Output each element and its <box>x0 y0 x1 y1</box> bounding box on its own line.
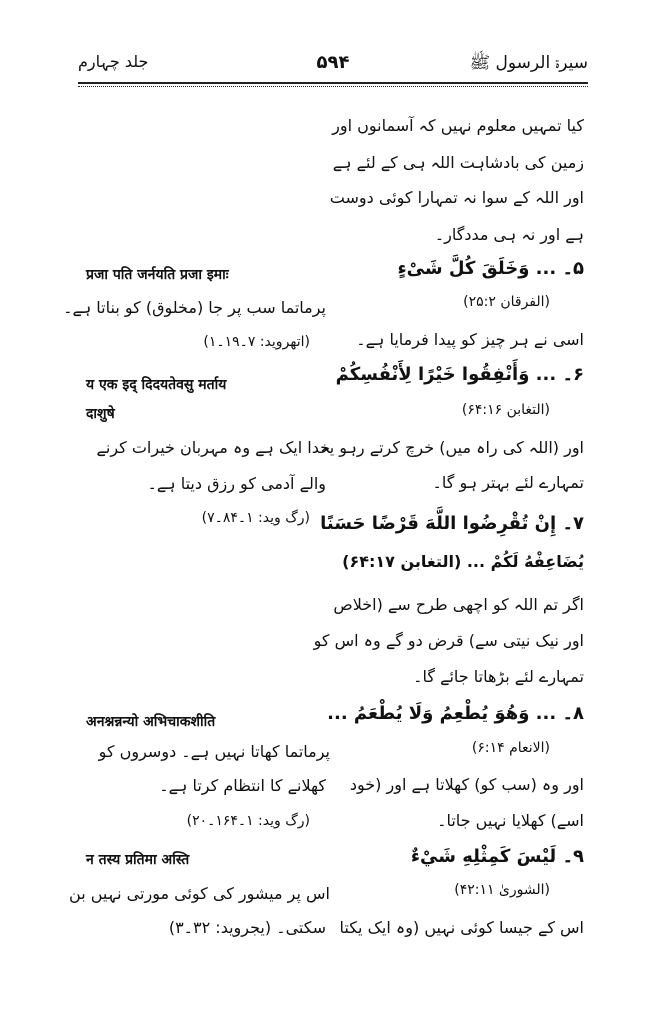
book-title: سیرۃ الرسول ﷺ <box>469 53 588 73</box>
verse-arabic: يُضَاعِفْهُ لَكُمْ ... (التغابن ۶۴:۱۷) <box>342 552 584 571</box>
text-line: اس کے جیسا کوئی نہیں (وہ ایک یکتا <box>339 918 584 937</box>
verse-reference: (رگ وید: ۱۔۸۴۔۷) <box>201 510 310 526</box>
sanskrit-verse: अनश्नन्नन्यो अभिचाकशीति <box>86 714 216 730</box>
sanskrit-verse: य एक इद् दिदयतेवसु मर्ताय <box>86 377 227 393</box>
text-line: اور اللہ کے سوا نہ تمہارا کوئی دوست <box>329 188 584 207</box>
text-line: خدا ایک ہے وہ مہربان خیرات کرنے <box>96 438 330 457</box>
verse-arabic: ۹۔ لَيْسَ كَمِثْلِهِ شَيْءٌ <box>410 846 584 867</box>
verse-arabic: ۷۔ إِنْ تُقْرِضُوا اللَّهَ قَرْضًا حَسَنًا <box>320 513 584 534</box>
text-line: پرماتما کھاتا نہیں ہے۔ دوسروں کو <box>98 742 330 761</box>
text-line: تمہارے لئے بہتر ہو گا۔ <box>432 473 584 492</box>
verse-arabic: ۶۔ ... وَأَنْفِقُوا خَيْرًا لِأَنْفُسِكُمْ <box>335 364 584 385</box>
verse-arabic: ۵۔ ... وَخَلَقَ كُلَّ شَیْءٍ <box>397 258 584 279</box>
sanskrit-verse: दाशुषे <box>86 406 115 422</box>
verse-reference: (اتھروید: ۷۔۱۹۔۱) <box>203 334 310 350</box>
verse-reference: (التغابن ۶۴:۱۶) <box>461 402 550 418</box>
text-line: سکتی۔ (یجروید: ۳۲۔۳) <box>168 918 326 937</box>
header-rule-dotted <box>78 86 588 87</box>
verse-reference: (الفرقان ۲۵:۲) <box>463 294 550 310</box>
verse-reference: (رگ وید: ۱۔۱۶۴۔۲۰) <box>186 813 310 829</box>
sanskrit-verse: न तस्य प्रतिमा अस्ति <box>86 852 190 868</box>
page-number: ۵۹۴ <box>316 52 350 73</box>
verse-arabic: ۸۔ ... وَهُوَ يُطْعِمُ وَلَا يُطْعَمُ ... <box>327 703 584 724</box>
text-line: ہے اور نہ ہی مددگار۔ <box>434 225 584 244</box>
verse-reference: (الشوریٰ ۴۲:۱۱) <box>454 882 550 898</box>
text-line: پرماتما سب پر جا (مخلوق) کو بناتا ہے۔ <box>63 298 326 317</box>
text-line: اور وہ (سب کو) کھلاتا ہے اور (خود <box>349 775 584 794</box>
text-line: اسی نے ہر چیز کو پیدا فرمایا ہے۔ <box>356 330 584 349</box>
volume-label: جلد چہارم <box>78 52 149 71</box>
text-line: تمہارے لئے بڑھاتا جائے گا۔ <box>413 667 584 686</box>
text-line: اور نیک نیتی سے) قرض دو گے وہ اس کو <box>313 631 584 650</box>
verse-reference: (الانعام ۶:۱۴) <box>471 740 550 756</box>
sanskrit-verse: प्रजा पति जर्नयति प्रजा इमाः <box>86 267 229 283</box>
text-line: اس پر میشور کی کوئی مورتی نہیں بن <box>69 884 330 903</box>
text-line: اور (اللہ کی راہ میں) خرچ کرتے رہو یہ <box>320 438 584 457</box>
text-line: اگر تم اللہ کو اچھی طرح سے (اخلاص <box>333 595 584 614</box>
text-line: اسے) کھلایا نہیں جاتا۔ <box>437 811 584 830</box>
text-line: والے آدمی کو رزق دیتا ہے۔ <box>147 474 326 493</box>
text-line: کیا تمہیں معلوم نہیں کہ آسمانوں اور <box>332 116 584 135</box>
text-line: کھلانے کا انتظام کرتا ہے۔ <box>159 776 326 795</box>
text-line: زمین کی بادشاہت اللہ ہی کے لئے ہے <box>332 153 584 172</box>
page-header <box>78 50 588 84</box>
header-rule <box>78 82 588 84</box>
